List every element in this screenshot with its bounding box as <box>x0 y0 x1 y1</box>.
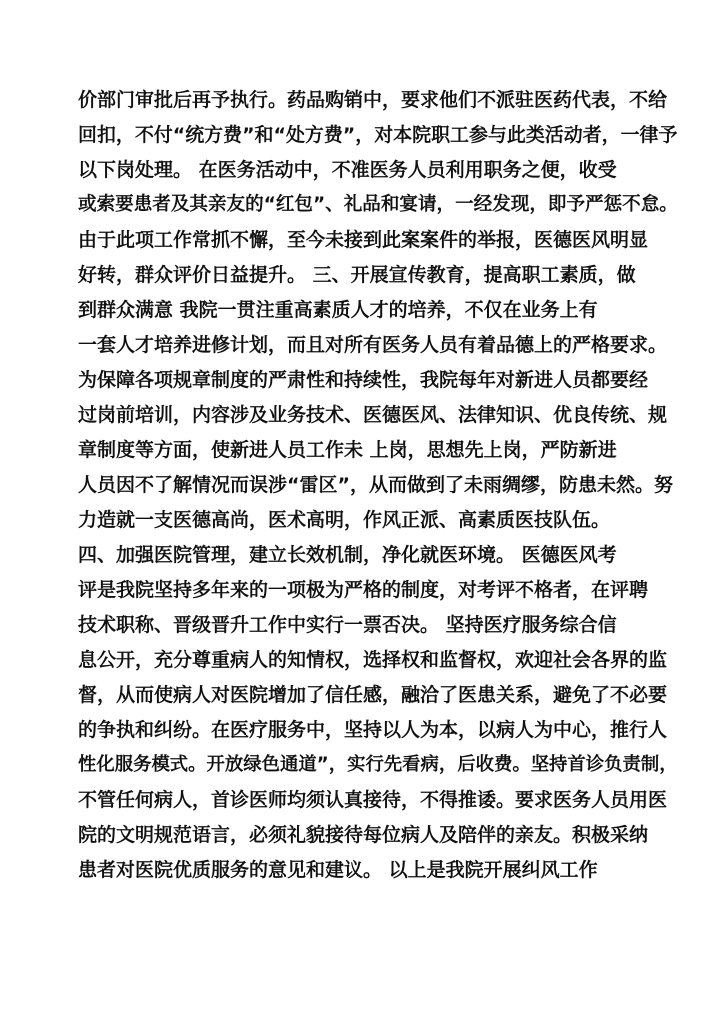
text-line: 不管任何病人，首诊医师均须认真接待，不得推诿。要求医务人员用医 <box>78 789 668 811</box>
text-line: 力造就一支医德高尚，医术高明，作风正派、高素质医技队伍。 <box>78 509 611 531</box>
text-line: 为保障各项规章制度的严肃性和持续性，我院每年对新进人员都要经 <box>78 369 649 391</box>
text-line: 到群众满意 我院一贯注重高素质人才的培养，不仅在业务上有 <box>78 299 598 321</box>
text-line: 一套人才培养进修计划，而且对所有医务人员有着品德上的严格要求。 <box>78 334 668 356</box>
text-line: 价部门审批后再予执行。药品购销中，要求他们不派驻医药代表，不给 <box>78 89 668 111</box>
text-line: 评是我院坚持多年来的一项极为严格的制度，对考评不格者，在评聘 <box>78 579 649 601</box>
text-line: 章制度等方面，使新进人员工作未 上岗，思想先上岗，严防新进 <box>78 439 617 461</box>
text-line: 由于此项工作常抓不懈，至今未接到此案案件的举报，医德医风明显 <box>78 229 649 251</box>
text-line: 患者对医院优质服务的意见和建议。 以上是我院开展纠风工作 <box>78 859 598 881</box>
text-line: 或索要患者及其亲友的“红包”、礼品和宴请，一经发现，即予严惩不怠。 <box>78 194 678 215</box>
text-line: 四、加强医院管理，建立长效机制，净化就医环境。 医德医风考 <box>78 544 617 566</box>
text-line: 的争执和纠纷。在医疗服务中，坚持以人为本，以病人为中心，推行人 <box>78 719 668 741</box>
text-line: 技术职称、晋级晋升工作中实行一票否决。 坚持医疗服务综合信 <box>78 614 617 636</box>
text-line: 息公开，充分尊重病人的知情权，选择权和监督权，欢迎社会各界的监 <box>78 649 668 671</box>
text-line: 好转，群众评价日益提升。 三、开展宣传教育，提高职工素质，做 <box>78 264 636 286</box>
text-line: 过岗前培训，内容涉及业务技术、医德医风、法律知识、优良传统、规 <box>78 404 668 426</box>
text-line: 回扣，不付“统方费”和“处方费”，对本院职工参与此类活动者，一律予 <box>78 124 678 146</box>
text-line: 以下岗处理。 在医务活动中，不准医务人员利用职务之便，收受 <box>78 159 617 181</box>
text-line: 督，从而使病人对医院增加了信任感，融洽了医患关系，避免了不必要 <box>78 684 668 706</box>
text-line: 院的文明规范语言，必须礼貌接待每位病人及陪伴的亲友。积极采纳 <box>78 824 649 846</box>
text-line: 人员因不了解情况而误涉“雷区”，从而做到了未雨绸缪，防患未然。努 <box>78 474 673 496</box>
text-line: 性化服务模式。开放绿色通道”，实行先看病，后收费。坚持首诊负责制， <box>78 754 678 775</box>
